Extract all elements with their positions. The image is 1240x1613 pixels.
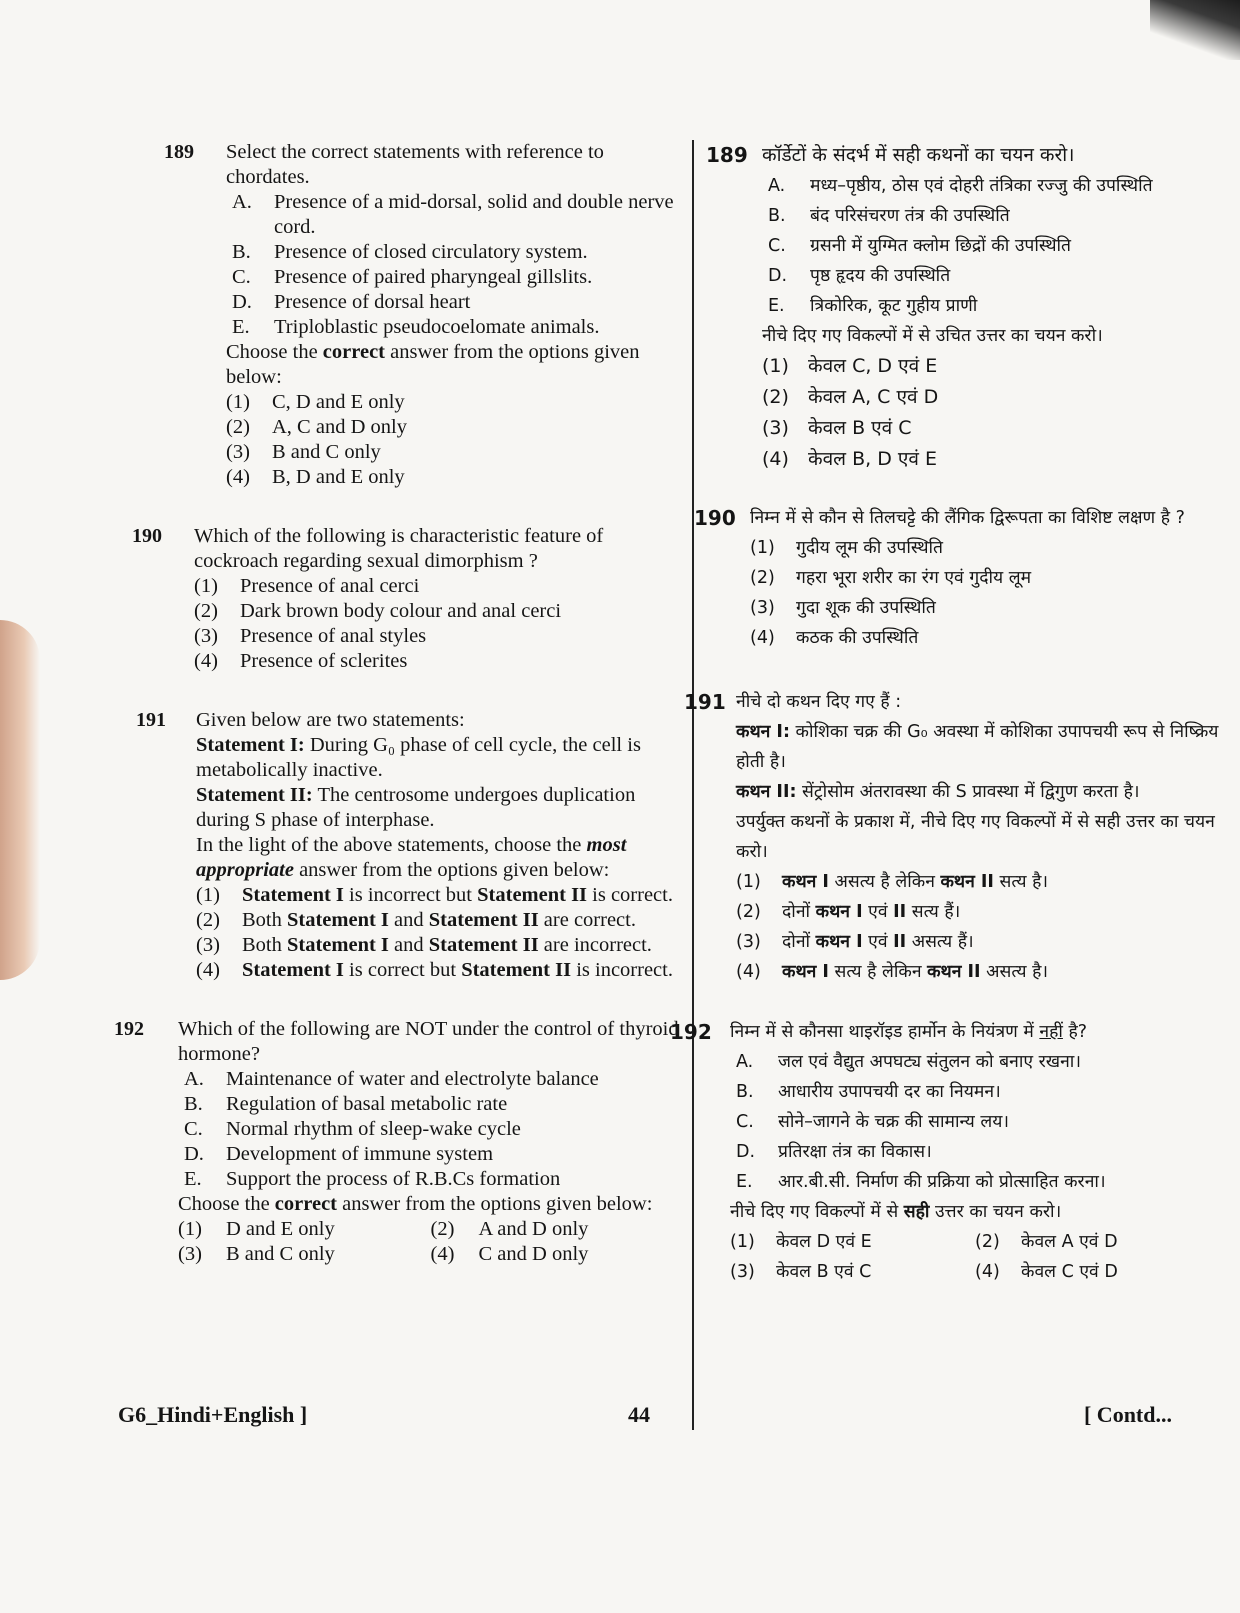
question-stem: Given below are two statements:: [196, 709, 465, 731]
answer-option[interactable]: [226, 440, 683, 465]
question-number: 190: [694, 506, 736, 530]
option-text: सत्य हैं।: [906, 902, 961, 922]
choose-instruction: [730, 1197, 1220, 1227]
statement-one: [736, 717, 1220, 777]
option-key: (3): [178, 1243, 202, 1265]
item-text: Presence of dorsal heart: [274, 291, 471, 313]
option-text: B and C only: [272, 441, 381, 463]
item-text: जल एवं वैद्युत अपघट्य संतुलन को बनाए रखना।: [778, 1052, 1081, 1072]
choose-pre: In the light of the above statements, choose the: [196, 834, 587, 856]
answer-option[interactable]: [975, 1227, 1220, 1257]
option-key: (4): [226, 466, 250, 488]
option-key: (4): [975, 1262, 1000, 1282]
choose-bold: correct: [322, 341, 385, 363]
item-key: B.: [736, 1082, 754, 1102]
choose-pre: Choose the: [178, 1193, 275, 1215]
option-key: (1): [196, 884, 220, 906]
answer-option[interactable]: [762, 351, 1220, 382]
item-text: आर.बी.सी. निर्माण की प्रक्रिया को प्रोत्साहित करना।: [778, 1172, 1106, 1192]
statement-item: [178, 1167, 683, 1192]
option-text: केवल A एवं D: [1021, 1232, 1118, 1252]
question-stem: कॉर्डेटों के संदर्भ में सही कथनों का चयन करो।: [762, 144, 1075, 166]
item-text: Normal rhythm of sleep-wake cycle: [226, 1118, 521, 1140]
question-191-en: [118, 708, 683, 983]
option-key: (2): [750, 568, 775, 588]
option-key: (1): [226, 391, 250, 413]
spacer: [690, 987, 1220, 1017]
option-text: केवल C एवं D: [1021, 1262, 1118, 1282]
statement-text: The centrosome undergoes duplication during S phase of interphase.: [196, 784, 636, 831]
option-bold: Statement II: [461, 959, 572, 981]
option-text: is incorrect.: [571, 959, 673, 981]
option-text: सत्य है।: [993, 872, 1049, 892]
answer-option[interactable]: [196, 883, 683, 908]
option-bold: कथन II: [940, 872, 994, 892]
answer-option[interactable]: [194, 599, 683, 624]
option-text: B, D and E only: [272, 466, 405, 488]
hindi-column: [670, 140, 1220, 1287]
item-text: आधारीय उपापचयी दर का नियमन।: [778, 1082, 1001, 1102]
item-text: मध्य–पृष्ठीय, ठोस एवं दोहरी तंत्रिका रज्जु की उपस्थिति: [810, 176, 1153, 196]
option-text: B and C only: [226, 1243, 335, 1265]
item-text: प्रतिरक्षा तंत्र का विकास।: [778, 1142, 932, 1162]
answer-option[interactable]: [730, 1257, 975, 1287]
option-text: गुदा शूक की उपस्थिति: [796, 598, 936, 618]
paper-code: G6_Hindi+English ]: [118, 1402, 308, 1427]
option-bold: Statement I: [242, 959, 344, 981]
statement-label: कथन II:: [736, 782, 797, 802]
option-key: (4): [194, 650, 218, 672]
statement-item: [178, 1092, 683, 1117]
answer-option[interactable]: [178, 1217, 431, 1242]
question-stem: निम्न में से कौन से तिलचट्टे की लैंगिक द्विरूपता का विशिष्ट लक्षण है ?: [750, 508, 1185, 528]
statement-item: [730, 1137, 1220, 1167]
statement-item: [178, 1117, 683, 1142]
question-number: 192: [670, 1020, 712, 1044]
statement-label: कथन I:: [736, 722, 790, 742]
option-bold: Statement I: [287, 909, 389, 931]
question-189-en: [118, 140, 683, 490]
question-number: 192: [114, 1018, 144, 1040]
answer-option[interactable]: [730, 1227, 975, 1257]
option-key: (1): [730, 1232, 755, 1252]
answer-option[interactable]: [736, 927, 1220, 957]
option-key: (3): [730, 1262, 755, 1282]
statement-two: [736, 777, 1220, 807]
option-text: Presence of anal styles: [240, 625, 427, 647]
option-text: Presence of anal cerci: [240, 575, 420, 597]
question-number: 191: [136, 709, 166, 731]
item-text: Regulation of basal metabolic rate: [226, 1093, 508, 1115]
option-bold: कथन I: [782, 872, 829, 892]
question-number: 191: [684, 690, 726, 714]
question-stem: नीचे दो कथन दिए गए हैं :: [736, 692, 902, 712]
item-text: Support the process of R.B.Cs formation: [226, 1168, 561, 1190]
answer-option[interactable]: [736, 897, 1220, 927]
statement-item: [762, 171, 1220, 201]
choose-instruction: नीचे दिए गए विकल्पों में से उचित उत्तर का चयन करो।: [762, 326, 1103, 346]
option-text: असत्य है लेकिन: [828, 872, 941, 892]
option-key: (1): [194, 575, 218, 597]
option-text: एवं: [862, 902, 894, 922]
statement-item: [226, 240, 683, 265]
question-190-hi: [690, 503, 1220, 653]
option-text: is correct.: [587, 884, 673, 906]
option-key: (4): [196, 959, 220, 981]
item-key: B.: [184, 1093, 203, 1115]
option-bold: कथन II: [927, 962, 981, 982]
option-key: (3): [736, 932, 761, 952]
option-key: (4): [762, 448, 789, 470]
item-key: E.: [768, 296, 785, 316]
options-grid: [178, 1217, 683, 1267]
spacer: [690, 475, 1220, 503]
statement-text: कोशिका चक्र की G₀ अवस्था में कोशिका उपापचयी रूप से निष्क्रिय होती है।: [736, 722, 1219, 772]
choose-instruction: उपर्युक्त कथनों के प्रकाश में, नीचे दिए गए विकल्पों में से सही उत्तर का चयन करो।: [736, 812, 1215, 862]
item-key: C.: [232, 266, 251, 288]
question-stem: Select the correct statements with reference to chordates.: [226, 141, 604, 188]
option-key: (3): [750, 598, 775, 618]
option-key: (3): [762, 417, 789, 439]
option-bold: Statement I: [287, 934, 389, 956]
question-number: 189: [706, 143, 748, 167]
option-key: (3): [194, 625, 218, 647]
statement-item: [762, 201, 1220, 231]
answer-option[interactable]: [762, 444, 1220, 475]
item-key: D.: [184, 1143, 204, 1165]
option-bold: कथन I: [815, 932, 863, 952]
item-text: Maintenance of water and electrolyte balance: [226, 1068, 599, 1090]
option-text: Both: [242, 909, 287, 931]
option-text: दोनों: [782, 932, 816, 952]
answer-option[interactable]: [196, 908, 683, 933]
answer-option[interactable]: [226, 390, 683, 415]
option-bold: Statement I: [242, 884, 344, 906]
option-key: (4): [736, 962, 761, 982]
option-key: (4): [430, 1243, 455, 1265]
option-key: (3): [196, 934, 220, 956]
option-text: दोनों: [782, 902, 816, 922]
statement-item: [730, 1167, 1220, 1197]
item-text: ग्रसनी में युग्मित क्लोम छिद्रों की उपस्थिति: [810, 236, 1072, 256]
choose-instruction: [178, 1192, 683, 1217]
statement-item: [226, 265, 683, 290]
option-text: and: [388, 909, 429, 931]
answer-option[interactable]: [226, 415, 683, 440]
stem-pre: निम्न में से कौनसा थाइरॉइड हार्मोन के नियंत्रण में: [730, 1022, 1040, 1042]
item-key: A.: [184, 1068, 204, 1090]
statement-text: सेंट्रोसोम अंतरावस्था की S प्रावस्था में द्विगुण करता है।: [796, 782, 1140, 802]
item-key: C.: [768, 236, 786, 256]
question-192-hi: [670, 1017, 1220, 1287]
item-text: Presence of closed circulatory system.: [274, 241, 588, 263]
statement-item: [730, 1107, 1220, 1137]
statement-label: Statement I:: [196, 734, 305, 756]
option-text: D and E only: [226, 1218, 335, 1240]
option-text: Presence of sclerites: [240, 650, 408, 672]
answer-option[interactable]: [750, 623, 1220, 653]
option-key: (2): [975, 1232, 1000, 1252]
item-text: Presence of a mid-dorsal, solid and double nerve cord.: [274, 191, 674, 238]
option-text: असत्य हैं।: [906, 932, 974, 952]
option-key: (1): [178, 1218, 202, 1240]
statement-item: [762, 231, 1220, 261]
question-192-en: [114, 1017, 683, 1267]
item-key: A.: [768, 176, 786, 196]
option-key: (1): [762, 355, 789, 377]
item-key: D.: [736, 1142, 756, 1162]
option-text: and: [388, 934, 429, 956]
choose-post: उत्तर का चयन करो।: [929, 1202, 1062, 1222]
option-key: (2): [194, 600, 218, 622]
option-text: C, D and E only: [272, 391, 405, 413]
option-key: (1): [736, 872, 761, 892]
option-key: (1): [750, 538, 775, 558]
question-190-en: [118, 524, 683, 674]
option-key: (2): [430, 1218, 455, 1240]
item-key: C.: [736, 1112, 754, 1132]
option-text: सत्य है लेकिन: [828, 962, 928, 982]
answer-option[interactable]: [194, 649, 683, 674]
option-text: A and D only: [478, 1218, 589, 1240]
answer-option[interactable]: [196, 958, 683, 983]
item-text: सोने–जागने के चक्र की सामान्य लय।: [778, 1112, 1010, 1132]
answer-option[interactable]: [762, 413, 1220, 444]
option-text: Both: [242, 934, 287, 956]
option-text: are correct.: [538, 909, 636, 931]
answer-option[interactable]: [762, 382, 1220, 413]
statement-item: [178, 1142, 683, 1167]
spacer: [118, 983, 683, 1017]
statement-item: [178, 1067, 683, 1092]
answer-option[interactable]: [178, 1242, 431, 1267]
thumb-shadow: [0, 620, 40, 980]
option-text: गहरा भूरा शरीर का रंग एवं गुदीय लूम: [796, 568, 1032, 588]
statement-one: [196, 733, 683, 783]
choose-bold: correct: [274, 1193, 337, 1215]
item-key: D.: [768, 266, 788, 286]
choose-bold: सही: [903, 1202, 930, 1222]
answer-option[interactable]: [431, 1242, 684, 1267]
spacer: [118, 674, 683, 708]
stem-underlined: नहीं: [1039, 1022, 1063, 1042]
continued-label: [ Contd...: [1083, 1402, 1172, 1427]
item-key: E.: [736, 1172, 753, 1192]
answer-option[interactable]: [750, 593, 1220, 623]
item-text: पृष्ठ हृदय की उपस्थिति: [810, 266, 951, 286]
item-text: त्रिकोरिक, कूट गुहीय प्राणी: [810, 296, 978, 316]
choose-post: answer from the options given below:: [293, 859, 610, 881]
option-text: C and D only: [478, 1243, 589, 1265]
statement-text: During G₀ phase of cell cycle, the cell is metabolically inactive.: [196, 734, 641, 781]
answer-option[interactable]: [196, 933, 683, 958]
option-bold: II: [893, 902, 907, 922]
option-text: केवल A, C एवं D: [808, 386, 939, 408]
page-corner-shadow: [1150, 0, 1240, 60]
answer-option[interactable]: [750, 563, 1220, 593]
option-text: are incorrect.: [538, 934, 652, 956]
page-number: 44: [628, 1402, 650, 1427]
item-key: E.: [232, 316, 250, 338]
question-number: 190: [132, 525, 162, 547]
question-189-hi: [690, 140, 1220, 475]
answer-option[interactable]: [194, 574, 683, 599]
item-text: Development of immune system: [226, 1143, 494, 1165]
statement-item: [226, 290, 683, 315]
option-text: केवल C, D एवं E: [808, 355, 938, 377]
option-text: केवल B, D एवं E: [808, 448, 937, 470]
statement-item: [762, 261, 1220, 291]
option-text: गुदीय लूम की उपस्थिति: [796, 538, 944, 558]
item-key: B.: [768, 206, 786, 226]
answer-option[interactable]: [736, 957, 1220, 987]
option-text: केवल B एवं C: [776, 1262, 872, 1282]
option-key: (2): [736, 902, 761, 922]
option-key: (2): [226, 416, 250, 438]
option-text: केवल D एवं E: [776, 1232, 872, 1252]
option-text: कठक की उपस्थिति: [796, 628, 919, 648]
choose-post: answer from the options given below:: [226, 341, 640, 388]
question-stem: Which of the following are NOT under the control of thyroid hormone?: [178, 1018, 679, 1065]
choose-emphasis: most appropriate: [196, 834, 627, 881]
answer-option[interactable]: [431, 1217, 684, 1242]
statement-item: [762, 291, 1220, 321]
option-text: is correct but: [343, 959, 462, 981]
answer-option[interactable]: [226, 465, 683, 490]
item-key: B.: [232, 241, 251, 263]
option-text: Dark brown body colour and anal cerci: [240, 600, 562, 622]
item-text: Triploblastic pseudocoelomate animals.: [274, 316, 600, 338]
statement-item: [730, 1077, 1220, 1107]
options-grid: [730, 1227, 1220, 1287]
choose-post: answer from the options given below:: [337, 1193, 653, 1215]
option-bold: Statement II: [477, 884, 588, 906]
option-text: केवल B एवं C: [808, 417, 912, 439]
answer-option[interactable]: [736, 867, 1220, 897]
question-stem: Which of the following is characteristic feature of cockroach regarding sexual dimorphism ?: [194, 525, 604, 572]
item-key: E.: [184, 1168, 202, 1190]
english-column: [114, 140, 683, 1267]
choose-instruction: [196, 833, 683, 883]
option-key: (4): [750, 628, 775, 648]
statement-item: [226, 315, 683, 340]
option-key: (2): [762, 386, 789, 408]
item-text: Presence of paired pharyngeal gillslits.: [274, 266, 593, 288]
choose-pre: Choose the: [226, 341, 323, 363]
statement-item: [730, 1047, 1220, 1077]
option-text: A, C and D only: [272, 416, 407, 438]
item-key: D.: [232, 291, 252, 313]
option-bold: Statement II: [428, 909, 539, 931]
spacer: [690, 653, 1220, 687]
item-key: A.: [232, 191, 252, 213]
option-key: (2): [196, 909, 220, 931]
option-text: एवं: [862, 932, 894, 952]
question-number: 189: [164, 141, 194, 163]
option-bold: Statement II: [428, 934, 539, 956]
statement-item: [226, 190, 683, 240]
item-text: बंद परिसंचरण तंत्र की उपस्थिति: [810, 206, 1010, 226]
answer-option[interactable]: [975, 1257, 1220, 1287]
answer-option[interactable]: [194, 624, 683, 649]
option-bold: कथन I: [815, 902, 863, 922]
answer-option[interactable]: [750, 533, 1220, 563]
question-stem: [730, 1017, 1220, 1047]
statement-label: Statement II:: [196, 784, 313, 806]
item-key: C.: [184, 1118, 203, 1140]
option-bold: कथन I: [782, 962, 829, 982]
statement-two: [196, 783, 683, 833]
option-text: is incorrect but: [343, 884, 478, 906]
choose-pre: नीचे दिए गए विकल्पों में से: [730, 1202, 904, 1222]
question-191-hi: [684, 687, 1220, 987]
choose-instruction: [226, 340, 683, 390]
spacer: [118, 490, 683, 524]
item-key: A.: [736, 1052, 754, 1072]
option-bold: II: [893, 932, 907, 952]
option-key: (3): [226, 441, 250, 463]
option-text: असत्य है।: [980, 962, 1049, 982]
stem-post: है?: [1062, 1022, 1088, 1042]
